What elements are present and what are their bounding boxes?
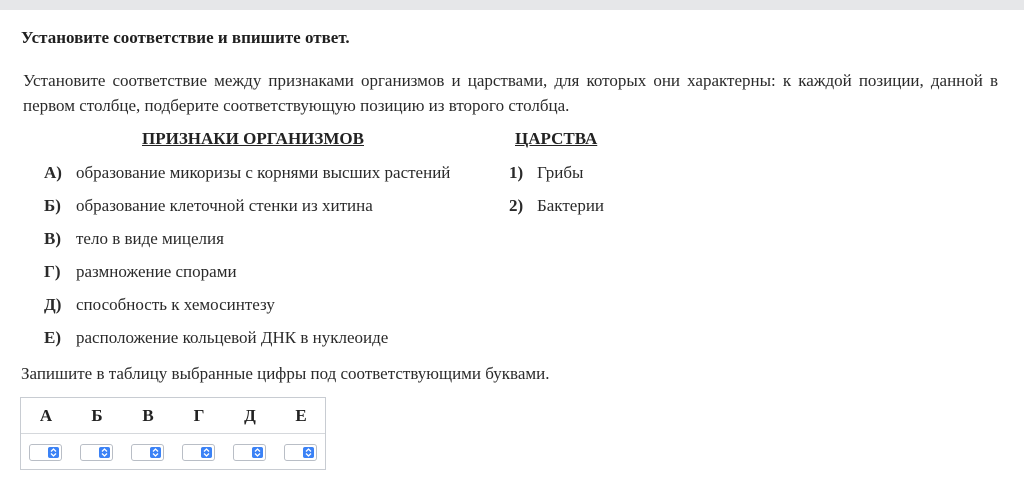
answer-header-d: Д <box>244 406 256 425</box>
table-divider <box>21 433 325 434</box>
updown-chevron-icon <box>252 447 263 458</box>
item-text: тело в виде мицелия <box>76 229 224 248</box>
task-heading: Установите соответствие и впишите ответ. <box>21 28 350 47</box>
answer-select-b[interactable] <box>80 444 113 461</box>
updown-chevron-icon <box>303 447 314 458</box>
item-text: Бактерии <box>537 196 605 215</box>
item-text: способность к хемосинтезу <box>76 295 275 314</box>
answer-header-e: Е <box>295 406 307 425</box>
updown-chevron-icon <box>48 447 59 458</box>
updown-chevron-icon <box>201 447 212 458</box>
updown-chevron-icon <box>150 447 161 458</box>
answer-header-g: Г <box>193 406 205 425</box>
answer-header-v: В <box>142 406 154 425</box>
item-text: образование клеточной стенки из хитина <box>76 196 373 215</box>
answer-table <box>20 397 326 470</box>
item-letter: Г) <box>44 262 61 281</box>
item-number: 1) <box>509 163 524 182</box>
top-bar <box>0 0 1024 10</box>
answer-header-b: Б <box>91 406 103 425</box>
answer-select-d[interactable] <box>233 444 266 461</box>
item-letter: Е) <box>44 328 61 347</box>
updown-chevron-icon <box>99 447 110 458</box>
item-letter: В) <box>44 229 61 248</box>
answer-select-g[interactable] <box>182 444 215 461</box>
right-column-header: ЦАРСТВА <box>515 129 598 148</box>
answer-select-a[interactable] <box>29 444 62 461</box>
task-text: Установите соответствие между признаками организмов и царствами, для которых они характерны: к каждой позиции, данной в первом столбце, подберите соответствующую позицию из второго столбца. <box>23 71 998 115</box>
item-text: размножение спорами <box>76 262 237 281</box>
item-letter: Б) <box>44 196 61 215</box>
item-letter: Д) <box>44 295 62 314</box>
left-column-header: ПРИЗНАКИ ОРГАНИЗМОВ <box>142 129 364 148</box>
item-number: 2) <box>509 196 524 215</box>
answer-select-v[interactable] <box>131 444 164 461</box>
item-text: расположение кольцевой ДНК в нуклеоиде <box>76 328 389 347</box>
item-letter: А) <box>44 163 62 182</box>
answer-select-e[interactable] <box>284 444 317 461</box>
answer-instruction: Запишите в таблицу выбранные цифры под соответствующими буквами. <box>21 364 550 383</box>
item-text: образование микоризы с корнями высших растений <box>76 163 451 182</box>
item-text: Грибы <box>537 163 584 182</box>
answer-header-a: А <box>39 406 53 425</box>
